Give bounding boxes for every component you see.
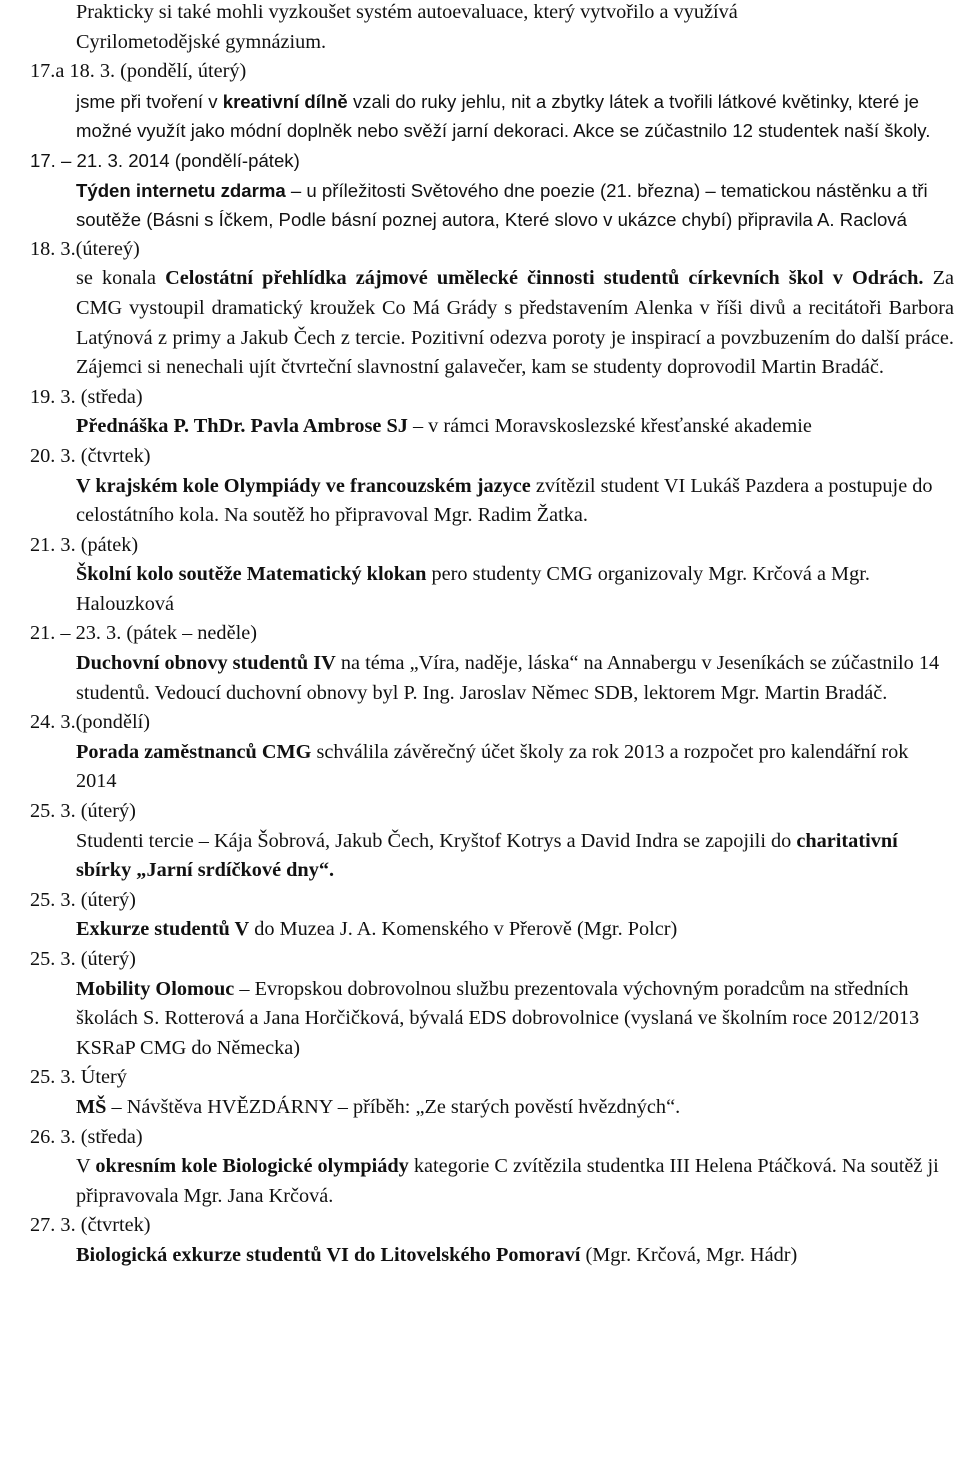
event-entry <box>0 57 960 146</box>
event-highlight: charitativní sbírky „Jarní srdíčkové dny“. <box>76 829 898 882</box>
event-date: 25. 3. Úterý <box>30 1066 127 1089</box>
event-text-pre: jsme při tvoření v <box>76 90 223 112</box>
event-highlight: Duchovní obnovy studentů IV <box>76 652 336 675</box>
event-highlight: Týden internetu zdarma <box>76 179 286 201</box>
intro-line: Prakticky si také mohli vyzkoušet systém autoevaluace, který vytvořilo a využívá <box>76 1 738 23</box>
event-entry <box>0 1063 960 1122</box>
event-text-body: – Evropskou dobrovolnou službu prezentovala výchovným poradcům na středních školách S. Rotterová a Jana Horčičková, bývalá EDS dobrovolnice (vyslaná ve školním roce 2012/2013 KSRaP CMG do Německa) <box>76 977 920 1059</box>
event-text-body: do Muzea J. A. Komenského v Přerově (Mgr. Polcr) <box>249 918 678 941</box>
event-highlight: Biologická exkurze studentů VI do Litovelského Pomoraví <box>76 1243 581 1266</box>
event-text-pre: Studenti tercie – Kája Šobrová, Jakub Čech, Kryštof Kotrys a David Indra se zapojili do <box>76 829 797 852</box>
event-entry <box>0 383 960 442</box>
event-text <box>0 738 960 797</box>
event-date: 17.a 18. 3. (pondělí, úterý) <box>30 60 247 83</box>
event-text-body: pero studenty CMG organizovaly Mgr. Krčová a Mgr. Halouzková <box>76 563 870 615</box>
event-date: 25. 3. (úterý) <box>30 888 136 911</box>
event-date: 25. 3. (úterý) <box>30 948 136 970</box>
event-text <box>0 412 960 442</box>
event-text <box>0 87 960 146</box>
event-highlight: Exkurze studentů V <box>76 918 250 941</box>
event-highlight: okresním kole Biologické olympiády <box>95 1155 409 1178</box>
event-highlight: V krajském kole Olympiády ve francouzském jazyce <box>76 474 531 497</box>
event-text-body: – Návštěva HVĚZDÁRNY – příběh: „Ze starých pověstí hvězdných“. <box>106 1095 681 1118</box>
event-text <box>0 1241 960 1271</box>
event-highlight: Školní kolo soutěže Matematický klokan <box>76 563 427 586</box>
event-entry <box>0 146 960 235</box>
event-date: 21. 3. (pátek) <box>30 533 139 556</box>
event-date: 26. 3. (středa) <box>30 1125 143 1148</box>
event-text-body: – v rámci Moravskoslezské křesťanské akademie <box>407 415 812 438</box>
event-date: 17. – 21. 3. 2014 (pondělí-pátek) <box>30 149 300 171</box>
event-text <box>0 649 960 708</box>
event-text-pre: V <box>76 1155 96 1178</box>
event-date: 20. 3. (čtvrtek) <box>30 444 151 467</box>
event-entry <box>0 235 960 383</box>
event-date: 25. 3. (úterý) <box>30 800 136 823</box>
event-text-body: vzali do ruky jehlu, nit a zbytky látek a tvořili látkové květinky, které je možné využít jako módní doplněk nebo svěží jarní dekoraci. Akce se zúčastnilo 12 studentek naší školy. <box>76 90 931 142</box>
event-text <box>0 472 960 531</box>
event-text <box>0 264 960 382</box>
event-highlight: MŠ <box>76 1095 107 1118</box>
event-text-body: (Mgr. Krčová, Mgr. Hádr) <box>580 1243 798 1266</box>
event-text-body: kategorie C zvítězila studentka III Helena Ptáčková. Na soutěž ji připravovala Mgr. Jana Krčová. <box>76 1155 939 1207</box>
event-text-body: na téma „Víra, naděje, láska“ na Annabergu v Jeseníkách se zúčastnilo 14 studentů. Vedoucí duchovní obnovy byl P. Ing. Jaroslav Němec SDB, lektorem Mgr. Martin Bradáč. <box>76 652 940 704</box>
event-text <box>0 1093 960 1123</box>
event-text-body: schválila závěrečný účet školy za rok 2013 a rozpočet pro kalendářní rok 2014 <box>76 740 909 793</box>
intro-line: Cyrilometodějské gymnázium. <box>76 30 327 53</box>
event-text <box>0 975 960 1064</box>
event-text <box>0 915 960 945</box>
event-date: 18. 3.(útereý) <box>30 237 140 260</box>
event-text-body: – u příležitosti Světového dne poezie (21. března) – tematickou nástěnku a tři soutěže (Básni s Íčkem, Podle básní poznej autora, Které slovo v ukázce chybí) připravila A. Raclová <box>76 179 928 231</box>
event-highlight: Celostátní přehlídka zájmové umělecké činnosti studentů církevních škol v Odrách. <box>165 267 924 290</box>
intro-paragraph <box>0 0 960 57</box>
event-text <box>0 827 960 886</box>
event-text <box>0 560 960 619</box>
event-text-body: zvítězil student VI Lukáš Pazdera a postupuje do celostátního kola. Na soutěž ho připravoval Mgr. Radim Žatka. <box>76 474 933 527</box>
event-entry <box>0 442 960 531</box>
event-highlight: Mobility Olomouc <box>76 977 235 1000</box>
event-date: 24. 3.(pondělí) <box>30 711 150 734</box>
event-date: 21. – 23. 3. (pátek – neděle) <box>30 622 257 645</box>
event-entry <box>0 797 960 886</box>
event-entry <box>0 1123 960 1212</box>
event-text-body: Za CMG vystoupil dramatický kroužek Co Má Grády s představením Alenka v říši divů a recitátoři Barbora Latýnová z primy a Jakub Čech z tercie. Pozitivní odezva poroty je inspirací a povzbuzením do další práce. Zájemci si nenechali ujít čtvrteční slavnostní galavečer, kam se studenty doprovodil Martin Bradáč. <box>76 267 954 379</box>
event-highlight: Přednáška P. ThDr. Pavla Ambrose SJ <box>76 415 408 438</box>
event-entry <box>0 708 960 797</box>
event-text <box>0 176 960 235</box>
event-entry <box>0 886 960 945</box>
event-text <box>0 1152 960 1211</box>
event-date: 19. 3. (středa) <box>30 385 143 408</box>
event-entry <box>0 619 960 708</box>
event-entry <box>0 531 960 620</box>
event-entry <box>0 945 960 1063</box>
event-highlight: Porada zaměstnanců CMG <box>76 740 312 763</box>
event-highlight: kreativní dílně <box>222 90 348 112</box>
event-date: 27. 3. (čtvrtek) <box>30 1214 151 1237</box>
event-entry <box>0 1211 960 1270</box>
event-text-pre: se konala <box>76 267 166 290</box>
